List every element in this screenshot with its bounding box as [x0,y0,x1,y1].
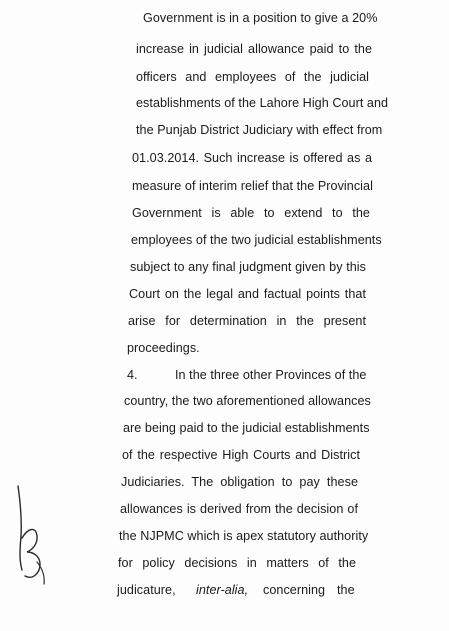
line-word: the [337,583,355,597]
paragraph-line: for policy decisions in matters of the [118,556,356,570]
paragraph-line: increase in judicial allowance paid to the [136,42,372,56]
paragraph-line: Court on the legal and factual points that [129,287,366,301]
paragraph-line: establishments of the Lahore High Court and [136,96,389,110]
paragraph-line: the NJPMC which is apex statutory authority [119,529,369,543]
paragraph-line: Government is able to extend to the [132,206,370,220]
paragraph-line: proceedings. [127,341,200,355]
paragraph-line: officers and employees of the judicial [136,70,369,84]
paragraph-line: the Punjab District Judiciary with effect from [136,123,383,137]
paragraph-line: Government is in a position to give a 20% [143,11,378,25]
paragraph-line: employees of the two judicial establishments [131,233,382,247]
paragraph-line: measure of interim relief that the Provincial [132,179,373,193]
italic-term: inter-alia, [196,583,249,597]
paragraph-line: 01.03.2014. Such increase is offered as a [132,151,372,165]
paragraph-line: country, the two aforementioned allowances [124,394,371,408]
paragraph-line: arise for determination in the present [128,314,366,328]
line-word: concerning [263,583,326,597]
paragraph-line: allowances is derived from the decision of [120,502,358,516]
signature-mark [10,478,52,588]
paragraph-line: of the respective High Courts and District [122,448,360,462]
paragraph-line: In the three other Provinces of the [175,368,367,382]
paragraph-number: 4. [127,368,138,382]
paragraph-line: subject to any final judgment given by this [130,260,366,274]
paragraph-line: are being paid to the judicial establishments [123,421,370,435]
line-word: judicature, [117,583,176,597]
paragraph-line: Judiciaries. The obligation to pay these [121,475,358,489]
handwritten-initials [10,478,52,588]
